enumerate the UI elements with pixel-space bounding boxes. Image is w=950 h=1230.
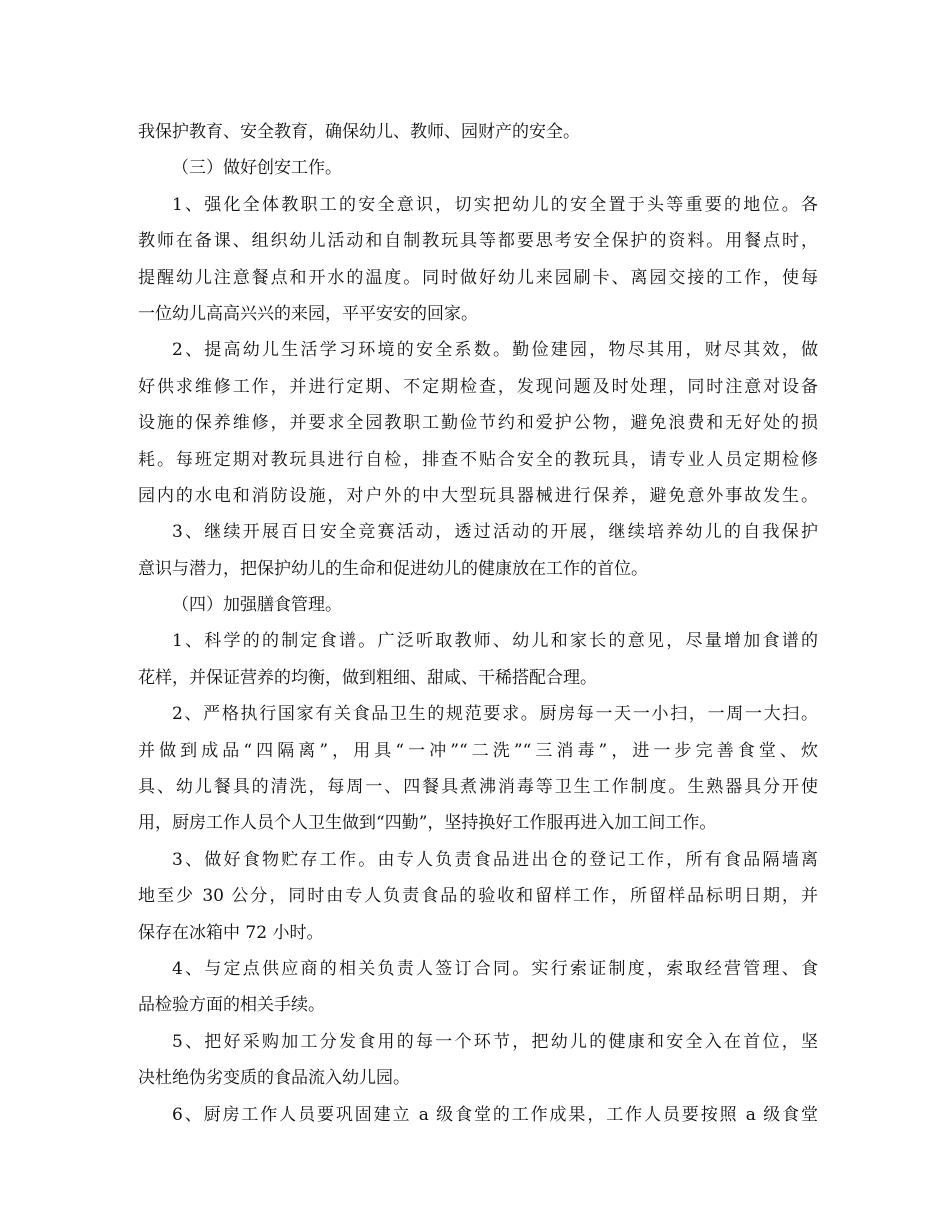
paragraph-line: 1、科学的的制定食谱。广泛听取教师、幼儿和家长的意见，尽量增加食谱的 [172,631,818,652]
section-heading: （四）加强膳食管理。 [172,595,342,616]
paragraph-line: 保存在冰箱中 72 小时。 [138,922,324,943]
paragraph-line: 耗。每班定期对教玩具进行自检，排查不贴合安全的教玩具，请专业人员定期检修 [138,449,818,470]
paragraph-line: 6、厨房工作人员要巩固建立 a 级食堂的工作成果，工作人员要按照 a 级食堂 [172,1104,818,1125]
paragraph-line: 花样，并保证营养的均衡，做到粗细、甜咸、干稀搭配合理。 [138,667,597,688]
paragraph-line: 教师在备课、组织幼儿活动和自制教玩具等都要思考安全保护的资料。用餐点时， [138,231,818,252]
paragraph-line: 3、继续开展百日安全竞赛活动，透过活动的开展，继续培养幼儿的自我保护 [172,522,818,543]
paragraph-line: 地至少 30 公分，同时由专人负责食品的验收和留样工作，所留样品标明日期，并 [138,886,818,907]
paragraph-line: 意识与潜力，把保护幼儿的生命和促进幼儿的健康放在工作的首位。 [138,558,648,579]
paragraph-line: 2、提高幼儿生活学习环境的安全系数。勤俭建园，物尽其用，财尽其效，做 [172,340,818,361]
paragraph-line: 品检验方面的相关手续。 [138,995,325,1016]
paragraph-line: 用，厨房工作人员个人卫生做到“四勤”，坚持换好工作服再进入加工间工作。 [138,813,717,834]
paragraph-line: 决杜绝伪劣变质的食品流入幼儿园。 [138,1068,410,1089]
paragraph-line: 提醒幼儿注意餐点和开水的温度。同时做好幼儿来园刷卡、离园交接的工作，使每 [138,267,818,288]
paragraph-line: 园内的水电和消防设施，对户外的中大型玩具器械进行保养，避免意外事故发生。 [138,485,818,506]
paragraph-line: 3、做好食物贮存工作。由专人负责食品进出仓的登记工作，所有食品隔墙离 [172,849,818,870]
paragraph-line: 具、幼儿餐具的清洗，每周一、四餐具煮沸消毒等卫生工作制度。生熟器具分开使 [138,777,818,798]
document-body [138,114,818,1133]
paragraph-line: 好供求维修工作，并进行定期、不定期检查，发现问题及时处理，同时注意对设备 [138,376,818,397]
paragraph-line: 4、与定点供应商的相关负责人签订合同。实行索证制度，索取经营管理、食 [172,958,818,979]
paragraph-line: 我保护教育、安全教育，确保幼儿、教师、园财产的安全。 [138,122,580,142]
paragraph-line: 5、把好采购加工分发食用的每一个环节，把幼儿的健康和安全入在首位，坚 [172,1031,818,1052]
paragraph-line: 一位幼儿高高兴兴的来园，平平安安的回家。 [138,303,478,324]
paragraph-line: 设施的保养维修，并要求全园教职工勤俭节约和爱护公物，避免浪费和无好处的损 [138,413,818,434]
paragraph-line: 2、严格执行国家有关食品卫生的规范要求。厨房每一天一小扫，一周一大扫。 [172,704,818,725]
paragraph-line: 1、强化全体教职工的安全意识，切实把幼儿的安全置于头等重要的地位。各 [172,194,818,215]
paragraph-line: 并做到成品“四隔离”，用具“一冲”“二洗”“三消毒”，进一步完善食堂、炊 [138,740,818,761]
section-heading: （三）做好创安工作。 [172,158,342,179]
